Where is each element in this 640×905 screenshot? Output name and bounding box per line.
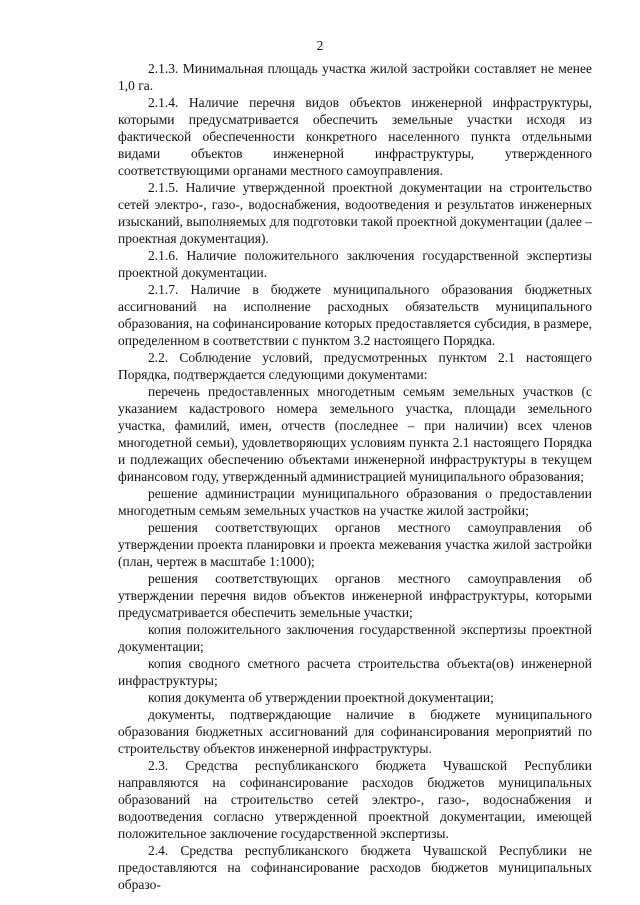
- list-item-infrastructure-list-decisions: решения соответствующих органов местного самоуправления об утверждении перечня видов объектов инженерной инфраструктуры, которыми предусматривается обеспечить земельные участки;: [118, 571, 592, 620]
- list-item-planning-project-decisions: решения соответствующих органов местного самоуправления об утверждении проекта планировки и проекта межевания участка жилой застройки (план, чертеж в масштабе 1:1000);: [118, 520, 592, 569]
- page-number: 2: [316, 38, 324, 53]
- paragraph-2-2: 2.2. Соблюдение условий, предусмотренных пунктом 2.1 настоящего Порядка, подтверждается следующими документами:: [118, 350, 592, 382]
- paragraph-2-1-5: 2.1.5. Наличие утвержденной проектной документации на строительство сетей электро-, газо-, водоснабжения, водоотведения и результатов инженерных изысканий, выполняемых для подготовки такой проектной документации (далее – проектная документация).: [118, 180, 592, 246]
- paragraph-2-4: 2.4. Средства республиканского бюджета Чувашской Республики не предоставляются на софинансирование расходов бюджетов муниципальных образо-: [118, 843, 592, 892]
- paragraph-2-1-6: 2.1.6. Наличие положительного заключения государственной экспертизы проектной документации.: [118, 248, 592, 280]
- document-body: [118, 60, 592, 893]
- list-item-expertise-copy: копия положительного заключения государственной экспертизы проектной документации;: [118, 622, 592, 654]
- paragraph-2-1-7: 2.1.7. Наличие в бюджете муниципального образования бюджетных ассигнований на исполнение расходных обязательств муниципального образования, на софинансирование которых предоставляется субсидия, в размере, определенном в соответствии с пунктом 3.2 настоящего Порядка.: [118, 282, 592, 348]
- paragraph-2-3: 2.3. Средства республиканского бюджета Чувашской Республики направляются на софинансирование расходов бюджетов муниципальных образований на строительство сетей электро-, газо-, водоснабжения и водоотведения согласно утвержденной проектной документации, имеющей положительное заключение государственной экспертизы.: [118, 758, 592, 841]
- list-item-budget-documents: документы, подтверждающие наличие в бюджете муниципального образования бюджетных ассигнований для софинансирования мероприятий по строительству объектов инженерной инфраструктуры.: [118, 707, 592, 756]
- list-item-administration-decision: решение администрации муниципального образования о предоставлении многодетным семьям земельных участков на участке жилой застройки;: [118, 486, 592, 518]
- paragraph-2-1-4: 2.1.4. Наличие перечня видов объектов инженерной инфраструктуры, которыми предусматривается обеспечить земельные участки исходя из фактической обеспеченности конкретного населенного пункта отдельными видами объектов инженерной инфраструктуры, утвержденного соответствующими органами местного самоуправления.: [118, 95, 592, 178]
- list-item-approval-document-copy: копия документа об утверждении проектной документации;: [148, 690, 494, 705]
- list-item-families-land-plots: перечень предоставленных многодетным семьям земельных участков (с указанием кадастрового номера земельного участка, площади земельного участка, фамилий, имен, отчеств (последнее – при наличии) всех членов многодетной семьи), удовлетворяющих условиям пункта 2.1 настоящего Порядка и подлежащих обеспечению объектами инженерной инфраструктуры в текущем финансовом году, утвержденный администрацией муниципального образования;: [118, 384, 592, 484]
- paragraph-2-1-3: 2.1.3. Минимальная площадь участка жилой застройки составляет не менее 1,0 га.: [118, 61, 592, 93]
- list-item-estimate-copy: копия сводного сметного расчета строительства объекта(ов) инженерной инфраструктуры;: [118, 656, 592, 688]
